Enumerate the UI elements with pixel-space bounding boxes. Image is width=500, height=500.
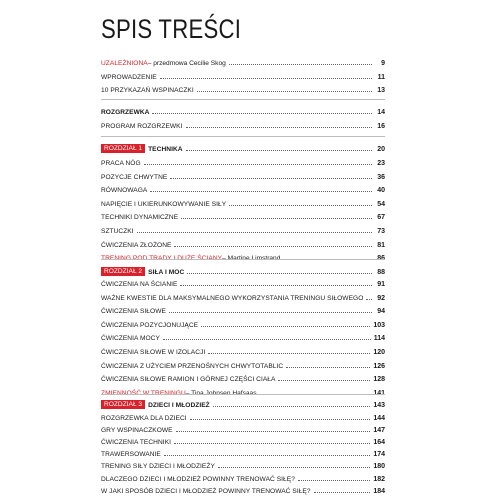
toc-entry[interactable]	[101, 446, 385, 458]
dot-leader	[190, 418, 371, 420]
toc-entry[interactable]	[101, 422, 385, 434]
dot-leader	[170, 177, 372, 179]
toc-entry-page: 92	[377, 294, 385, 302]
toc-entry-page: 86	[377, 255, 385, 263]
dot-leader	[366, 298, 372, 300]
dot-leader	[174, 245, 372, 247]
toc-entry-label: PROGRAM ROZGRZEWKI	[101, 123, 183, 130]
chapter-heading-3[interactable]	[101, 397, 385, 409]
toc-entry-label: ĆWICZENIA TECHNIKI	[101, 439, 172, 447]
toc-entry-label: WPROWADZENIE	[101, 74, 157, 81]
toc-entry-label: TRENING SIŁY DZIECI I MŁODZIEŻY	[101, 463, 215, 471]
dot-leader	[137, 231, 372, 233]
toc-entry-warmup[interactable]	[101, 104, 385, 116]
toc-entry-label: ĆWICZENIA SIŁOWE W IZOLACJI	[101, 349, 206, 356]
toc-entry[interactable]	[101, 155, 385, 167]
chapter-title: DZIECI I MŁODZIEŻ	[148, 402, 210, 409]
toc-entry-page: 103	[373, 321, 385, 329]
toc-entry[interactable]	[101, 371, 385, 383]
toc-entry[interactable]	[101, 317, 385, 329]
dot-leader	[176, 430, 371, 432]
dot-leader	[201, 325, 370, 327]
toc-entry-page: 114	[373, 335, 385, 343]
toc-entry-label: ROZGRZEWKA	[101, 109, 150, 116]
toc-entry-page: 67	[377, 214, 385, 222]
toc-entry-label: ĆWICZENIA SIŁOWE	[101, 308, 166, 316]
toc-entry-page: 81	[377, 241, 385, 249]
toc-entry-label: TRAWERSOWANIE	[101, 451, 161, 459]
toc-entry-author: – Martine Limstrand	[222, 255, 281, 263]
toc-entry-page: 147	[373, 427, 385, 435]
toc-entry-commandments[interactable]	[101, 82, 385, 94]
toc-entry[interactable]	[101, 196, 385, 208]
toc-entry-page: 13	[377, 87, 385, 94]
toc-entry-label: TECHNIKI DYNAMICZNE	[101, 214, 179, 222]
dot-leader	[278, 379, 370, 381]
toc-entry-label: W JAKI SPOSÓB DZIECI I MŁODZIEŻ POWINNY TRENOWAĆ SIŁĘ?	[101, 487, 311, 495]
chapter-chip: ROZDZIAŁ 1	[101, 144, 145, 153]
toc-entry-page: 180	[373, 463, 385, 471]
toc-entry[interactable]	[101, 471, 385, 483]
chapter-chip: ROZDZIAŁ 3	[101, 400, 145, 409]
dot-leader	[229, 204, 372, 206]
toc-entry[interactable]	[101, 303, 385, 315]
toc-entry-page: 9	[381, 60, 385, 67]
toc-entry-page: 126	[373, 362, 385, 370]
dot-leader	[150, 190, 372, 192]
toc-entry-page: 54	[377, 200, 385, 208]
toc-entry-page: 164	[373, 439, 385, 447]
chapter-heading-2[interactable]	[101, 264, 385, 276]
toc-entry-page: 20	[377, 146, 385, 153]
toc-entry-page: 11	[377, 74, 385, 81]
dot-leader	[163, 338, 371, 340]
toc-entry-label: SZTUCZKI	[101, 228, 134, 235]
toc-entry[interactable]	[101, 434, 385, 446]
toc-entry[interactable]	[101, 182, 385, 194]
toc-entry-author: – Tina Johnsen Hafsaas	[185, 389, 257, 397]
section-divider	[101, 394, 385, 395]
toc-entry-label: RÓWNOWAGA	[101, 187, 148, 195]
toc-entry-page: 73	[377, 228, 385, 235]
section-divider	[101, 136, 385, 137]
dot-leader	[208, 352, 370, 354]
toc-entry-label: PRACA NÓG	[101, 160, 141, 167]
toc-entry-label: DLACZEGO DZIECI I MŁODZIEŻ POWINNY TRENOWAĆ SIŁĘ?	[101, 475, 295, 483]
toc-entry[interactable]	[101, 330, 385, 342]
toc-entry-page: 184	[373, 487, 385, 495]
toc-entry-label: ĆWICZENIA MOCY	[101, 335, 160, 343]
toc-entry[interactable]	[101, 169, 385, 181]
dot-leader	[197, 90, 372, 92]
chapter-title: SIŁA I MOC	[148, 269, 185, 276]
toc-entry-author: – przedmowa Cecilie Skog	[147, 60, 226, 67]
toc-entry-page: 143	[373, 402, 385, 409]
toc-entry-page: 16	[377, 123, 385, 130]
chapter-heading-1[interactable]	[101, 141, 385, 153]
toc-entry-page: 88	[377, 269, 385, 276]
toc-entry-label: ĆWICZENIA NA ŚCIANIE	[101, 281, 178, 288]
section-divider	[101, 259, 385, 260]
dot-leader	[314, 491, 371, 493]
toc-entry-label: POZYCJE CHWYTNE	[101, 173, 168, 181]
toc-entry[interactable]	[101, 358, 385, 370]
toc-entry-warmup-program[interactable]	[101, 118, 385, 130]
dot-leader	[186, 149, 372, 151]
dot-leader	[169, 311, 372, 313]
toc-entry-label: ĆWICZENIA SIŁOWE RAMION I GÓRNEJ CZĘŚCI CIAŁA	[101, 376, 276, 384]
toc-entry[interactable]	[101, 483, 385, 495]
toc-entry-page: 120	[373, 349, 385, 356]
toc-entry-page: 94	[377, 308, 385, 316]
dot-leader	[286, 366, 370, 368]
toc-entry-label: GRY WSPINACZKOWE	[101, 427, 173, 435]
toc-entry-label: UZALEŻNIONA	[101, 60, 148, 67]
dot-leader	[186, 126, 373, 128]
toc-entry-label: 10 PRZYKAZAŃ WSPINACZKI	[101, 87, 194, 94]
dot-leader	[164, 454, 370, 456]
toc-entry[interactable]	[101, 290, 385, 302]
toc-entry[interactable]	[101, 276, 385, 288]
toc-entry-page: 23	[377, 160, 385, 167]
dot-leader	[218, 466, 370, 468]
toc-entry[interactable]	[101, 237, 385, 249]
toc-entry[interactable]	[101, 223, 385, 235]
toc-entry[interactable]	[101, 209, 385, 221]
chapter-chip: ROZDZIAŁ 2	[101, 267, 145, 276]
dot-leader	[298, 479, 370, 481]
dot-leader	[181, 217, 372, 219]
dot-leader	[152, 112, 372, 114]
toc-entry-label: ĆWICZENIA Z UŻYCIEM PRZENOŚNYCH CHWYTOTABLIC	[101, 362, 284, 370]
toc-entry-introduction[interactable]	[101, 69, 385, 81]
dot-leader	[174, 442, 370, 444]
toc-entry-label: NAPIĘCIE I UKIERUNKOWYWANIE SIŁY	[101, 200, 227, 208]
toc-entry-page: 14	[377, 109, 385, 116]
toc-entry-label: ROZGRZEWKA DLA DZIECI	[101, 415, 187, 422]
dot-leader	[180, 284, 372, 286]
toc-entry-label: ZMIENNOŚĆ W TRENINGU	[101, 389, 186, 397]
dot-leader	[229, 63, 372, 65]
toc-entry[interactable]	[101, 458, 385, 470]
toc-entry-page: 91	[377, 281, 385, 288]
chapter-title: TECHNIKA	[148, 146, 183, 153]
page-title: SPIS TREŚCI	[101, 14, 242, 44]
dot-leader	[213, 405, 371, 407]
toc-entry-page: 36	[377, 173, 385, 181]
toc-entry-foreword[interactable]	[101, 55, 385, 67]
dot-leader	[144, 163, 372, 165]
toc-entry-label: ĆWICZENIA ZŁOŻONE	[101, 241, 172, 249]
toc-entry-page: 182	[373, 475, 385, 483]
toc-entry-label: WAŻNE KWESTIE DLA MAKSYMALNEGO WYKORZYSTANIA TRENINGU SIŁOWEGO	[101, 294, 364, 302]
toc-entry-page: 40	[377, 187, 385, 195]
toc-entry-page: 128	[373, 376, 385, 384]
dot-leader	[187, 272, 372, 274]
toc-entry-label: ĆWICZENIA POZYCJONUJĄCE	[101, 321, 199, 329]
toc-entry-page: 144	[373, 415, 385, 422]
toc-entry-page: 141	[373, 389, 385, 397]
toc-entry-page: 174	[373, 451, 385, 459]
section-divider	[101, 99, 385, 100]
toc-entry[interactable]	[101, 410, 385, 422]
dot-leader	[160, 77, 372, 79]
toc-entry[interactable]	[101, 250, 385, 262]
toc-entry[interactable]	[101, 344, 385, 356]
toc-entry-label: TRENING POD TRADY I DUŻE ŚCIANY	[101, 255, 223, 263]
